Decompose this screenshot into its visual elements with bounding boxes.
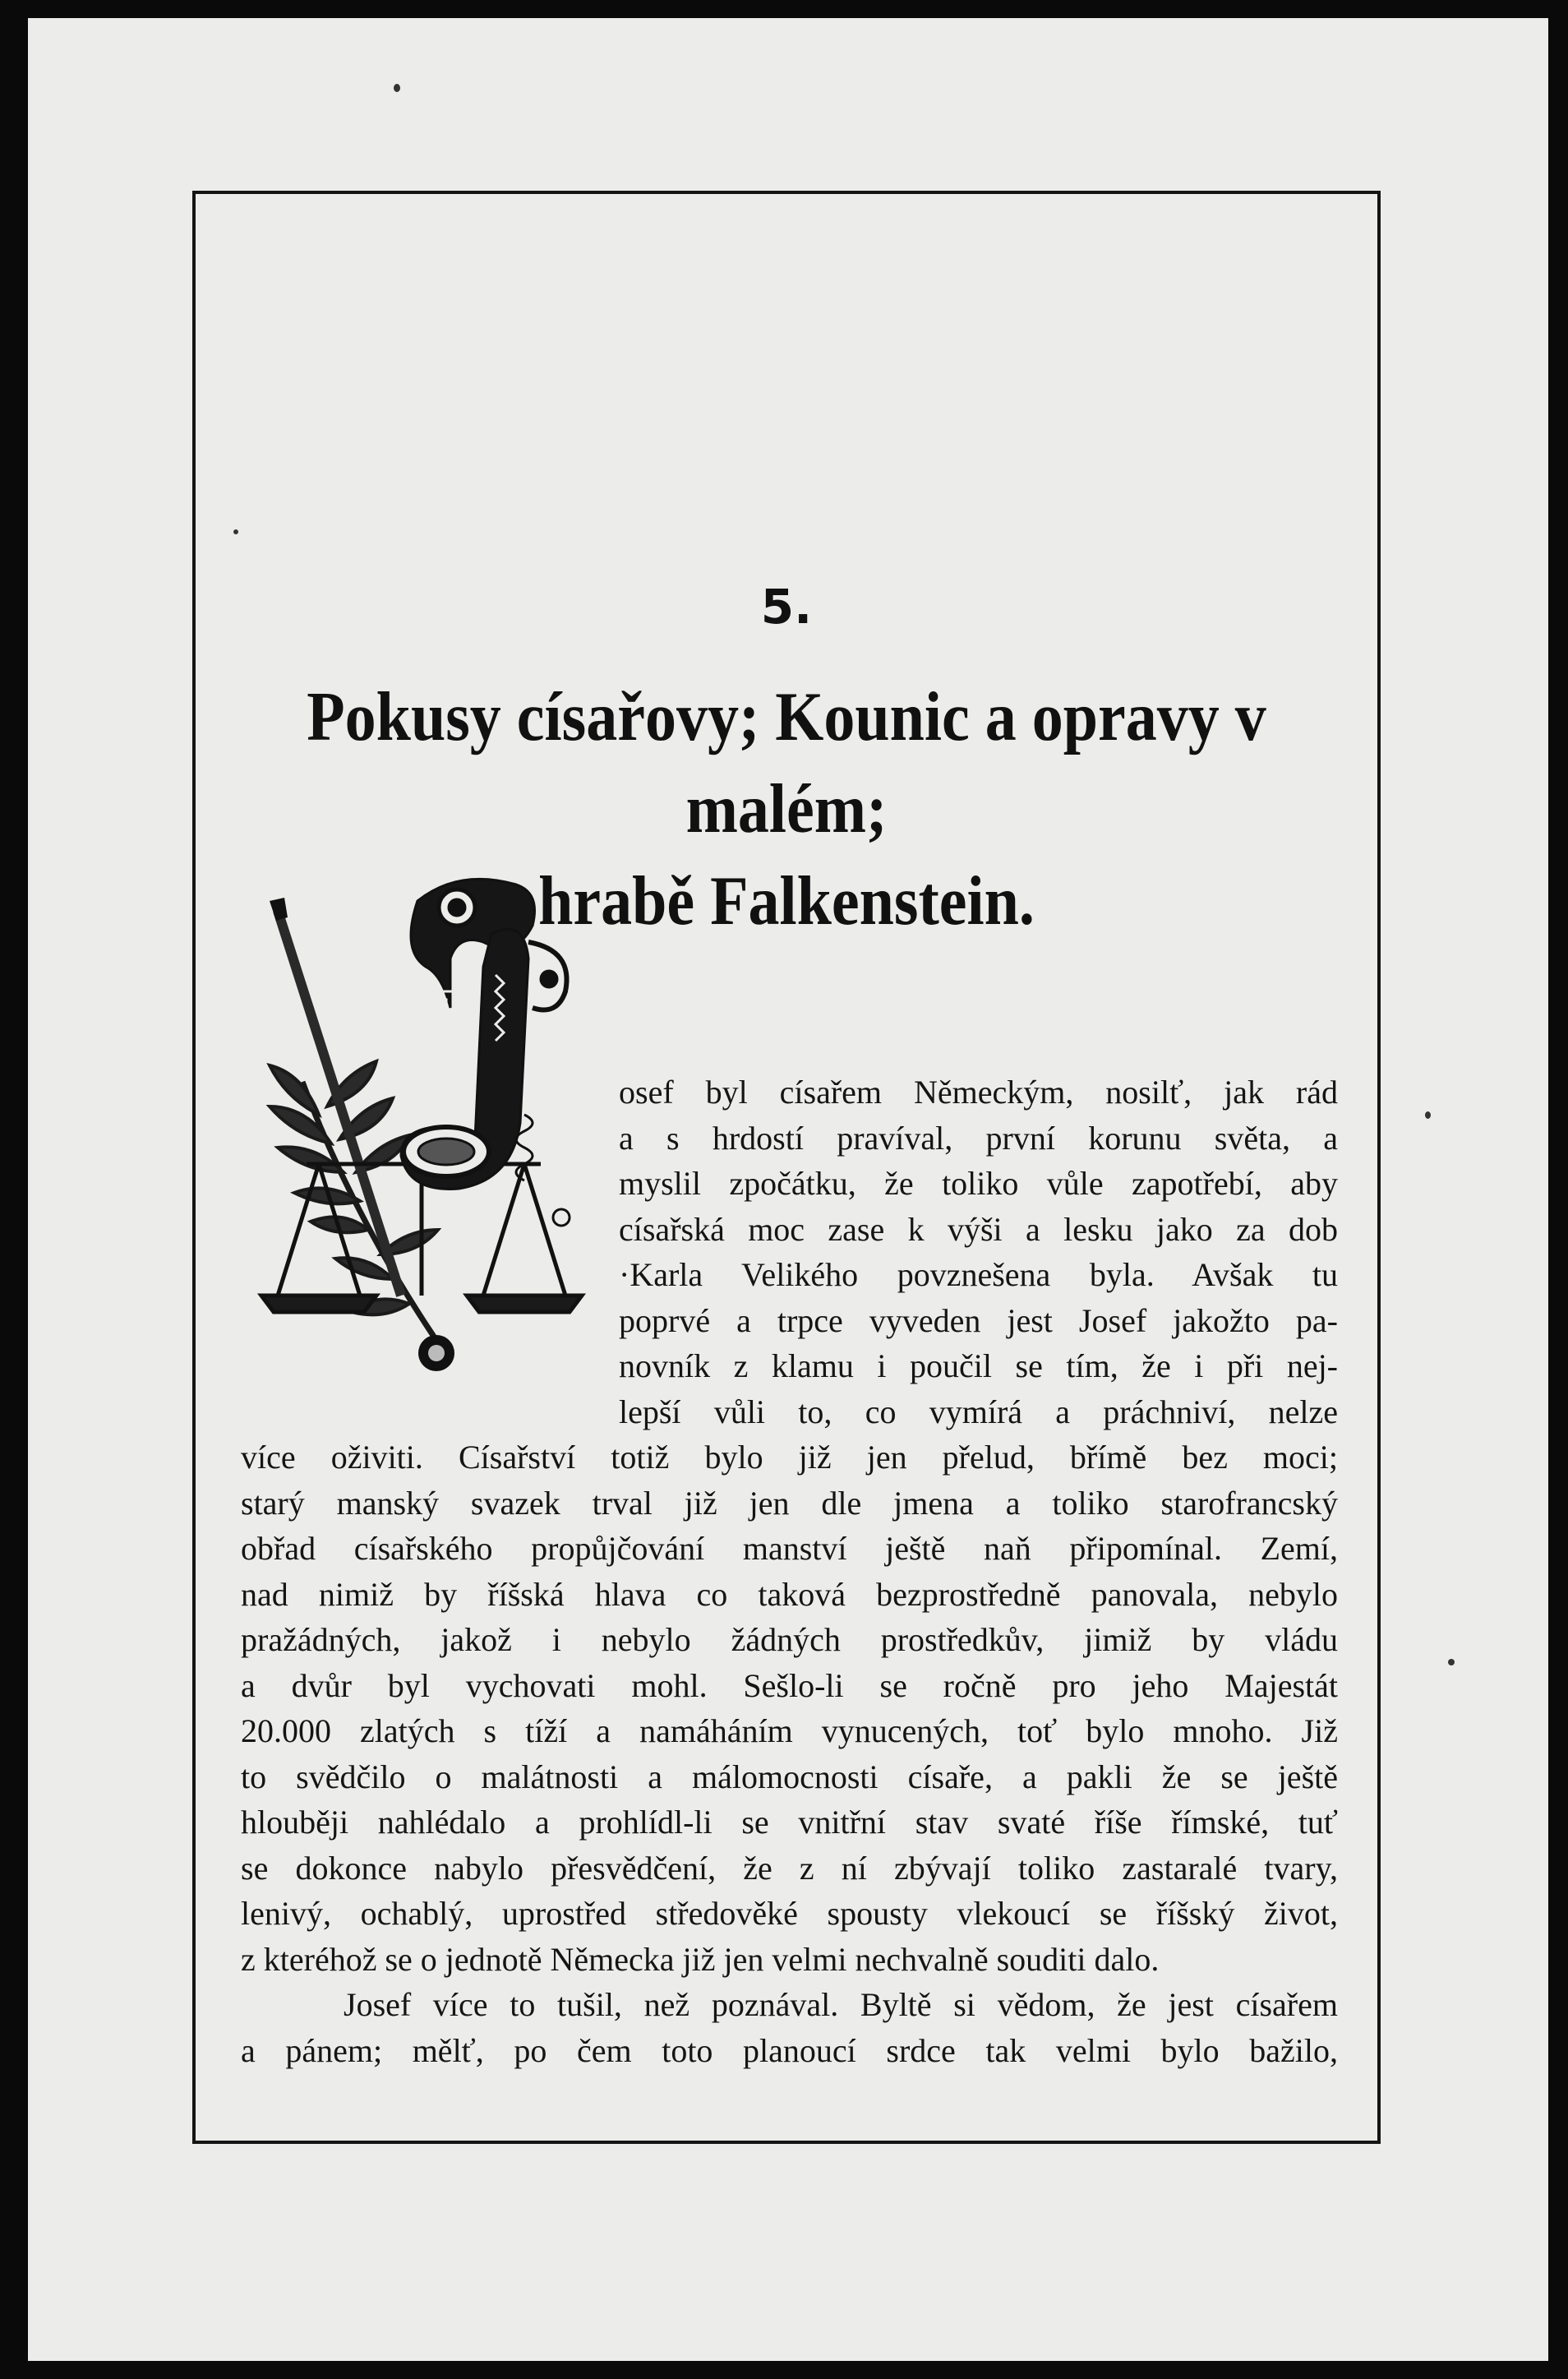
text-line: obřad císařského propůjčování manství ještě naň připomínal. Zemí, xyxy=(241,1530,1338,1567)
text-line: ·Karla Velikého povznešena byla. Avšak tu xyxy=(619,1256,1338,1293)
text-line: Josef více to tušil, než poznával. Byltě si vědom, že jest císařem xyxy=(344,1986,1338,2023)
text-line: hlouběji nahlédalo a prohlídl-li se vnitřní stav svaté říše římské, tuť xyxy=(241,1804,1338,1841)
text-line: lenivý, ochablý, uprostřed středověké spousty vlekoucí se říšský život, xyxy=(241,1895,1338,1932)
text-line: myslil zpočátku, že toliko vůle zapotřebí, aby xyxy=(619,1165,1338,1202)
paper-speck xyxy=(394,84,400,92)
book-page xyxy=(28,18,1548,2361)
text-line: starý manský svazek trval již jen dle jmena a toliko starofrancský xyxy=(241,1484,1338,1522)
text-line: poprvé a trpce vyveden jest Josef jakožto pa- xyxy=(619,1301,1338,1339)
paper-speck xyxy=(1425,1111,1431,1119)
text-line: císařská moc zase k výši a lesku jako za dob xyxy=(619,1210,1338,1248)
text-line: a pánem; mělť, po čem toto planoucí srdce tak velmi bylo bažilo, xyxy=(241,2031,1338,2069)
text-line: pražádných, jakož i nebylo žádných prostředkův, jimiž by vládu xyxy=(241,1621,1338,1658)
text-line: 20.000 zlatých s tíží a namáháním vynucených, toť bylo mnoho. Již xyxy=(241,1712,1338,1749)
text-line: novník z klamu i poučil se tím, že i při nej- xyxy=(619,1347,1338,1384)
chapter-title-line: Pokusy císařovy; Kounic a opravy v malém; xyxy=(307,677,1266,848)
text-line: a dvůr byl vychovati mohl. Sešlo-li se ročně pro jeho Majestát xyxy=(241,1666,1338,1704)
chapter-number: 5. xyxy=(760,579,813,635)
text-line: osef byl císařem Německým, nosilť, jak rád xyxy=(619,1074,1338,1111)
text-line: více oživiti. Císařství totiž bylo již jen přelud, břímě bez moci; xyxy=(241,1439,1338,1476)
text-line: to svědčilo o malátnosti a málomocnosti císaře, a pakli že se ještě xyxy=(241,1758,1338,1795)
text-line: a s hrdostí pravíval, první korunu světa, a xyxy=(619,1119,1338,1157)
text-line: se dokonce nabylo přesvědčení, že z ní zbývají toliko zastaralé tvary, xyxy=(241,1849,1338,1887)
paper-speck xyxy=(1448,1659,1455,1665)
chapter-title-line: hrabě Falkenstein. xyxy=(538,862,1035,940)
text-line: lepší vůli to, co vymírá a práchniví, nelze xyxy=(619,1393,1338,1430)
body-text xyxy=(241,1069,1338,2073)
text-line: nad nimiž by říšská hlava co taková bezprostředně panovala, nebylo xyxy=(241,1575,1338,1613)
text-line: z kteréhož se o jednotě Německa již jen velmi nechvalně souditi dalo. xyxy=(241,1940,1160,1978)
text-frame xyxy=(192,191,1381,2144)
